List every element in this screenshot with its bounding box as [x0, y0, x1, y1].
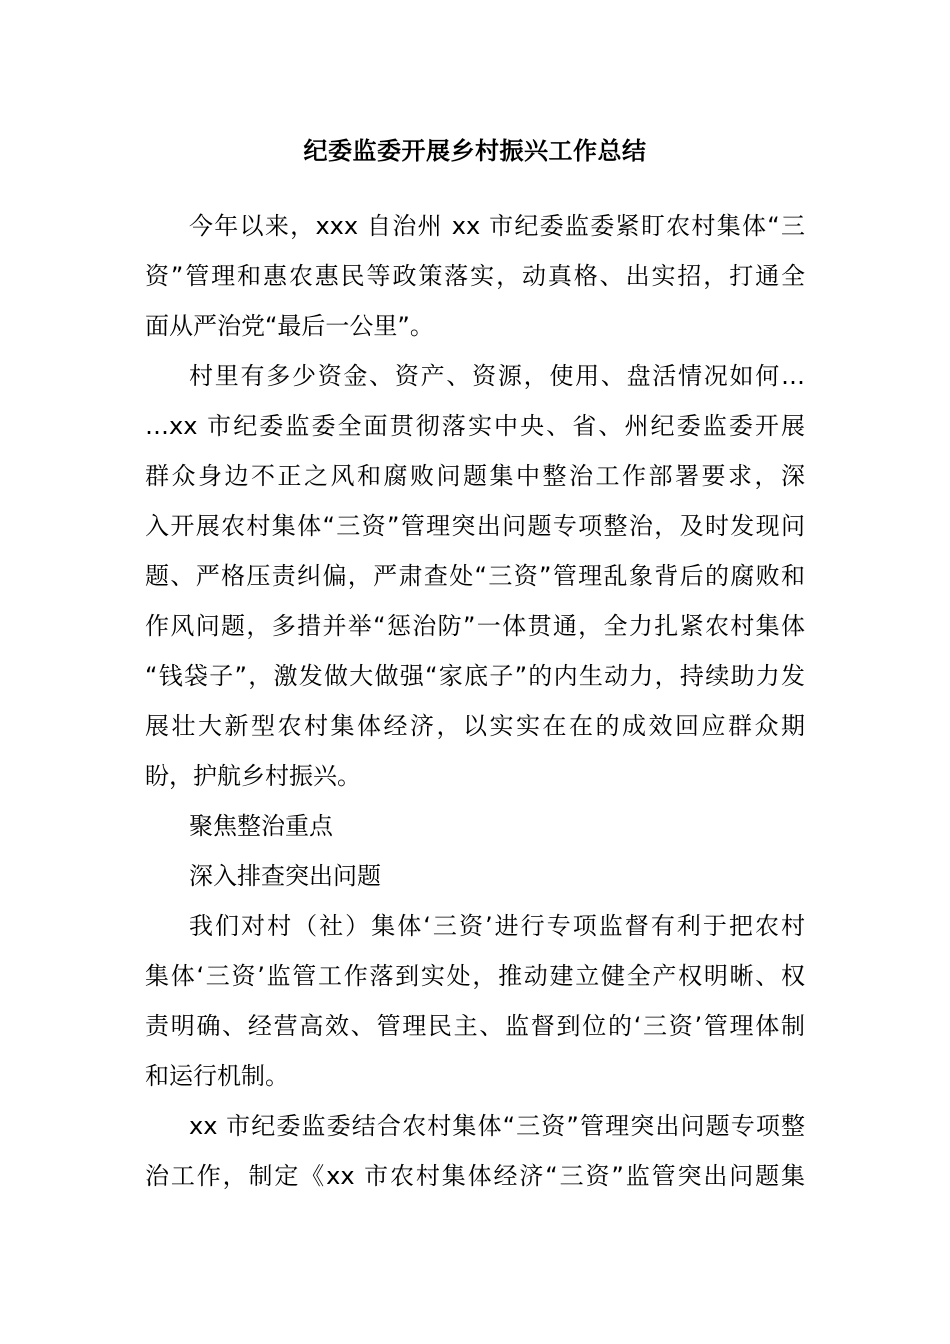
section-heading-line: 深入排查突出问题 — [189, 862, 381, 890]
paragraph-line: 责明确、经营高效、管理民主、监督到位的‘三资’管理体制 — [145, 1012, 805, 1040]
paragraph-line: 展壮大新型农村集体经济，以实实在在的成效回应群众期 — [145, 712, 805, 740]
paragraph-2 — [145, 351, 805, 801]
paragraph-3 — [145, 901, 805, 1101]
paragraph-line: 集体‘三资’监管工作落到实处，推动建立健全产权明晰、权 — [145, 962, 805, 990]
paragraph-line: 治工作，制定《xx 市农村集体经济“三资”监管突出问题集 — [145, 1162, 805, 1190]
paragraph-line: …xx 市纪委监委全面贯彻落实中央、省、州纪委监委开展 — [145, 412, 805, 440]
paragraph-line: 村里有多少资金、资产、资源，使用、盘活情况如何… — [189, 362, 805, 390]
paragraph-line: 群众身边不正之风和腐败问题集中整治工作部署要求，深 — [145, 462, 805, 490]
paragraph-line: 和运行机制。 — [145, 1062, 289, 1090]
paragraph-4 — [145, 1101, 805, 1201]
paragraph-line: 作风问题，多措并举“惩治防”一体贯通，全力扎紧农村集体 — [145, 612, 805, 640]
paragraph-line: 入开展农村集体“三资”管理突出问题专项整治，及时发现问 — [145, 512, 805, 540]
paragraph-line: 题、严格压责纠偏，严肃查处“三资”管理乱象背后的腐败和 — [145, 562, 805, 590]
paragraph-line: 面从严治党“最后一公里”。 — [145, 312, 434, 340]
paragraph-line: “钱袋子”，激发做大做强“家底子”的内生动力，持续助力发 — [145, 662, 805, 690]
paragraph-line: 盼，护航乡村振兴。 — [145, 762, 361, 790]
paragraph-line: 今年以来，xxx 自治州 xx 市纪委监委紧盯农村集体“三 — [189, 212, 805, 240]
paragraph-line: 我们对村（社）集体‘三资’进行专项监督有利于把农村 — [189, 912, 805, 940]
document-title: 纪委监委开展乡村振兴工作总结 — [303, 137, 647, 165]
section-heading-2 — [145, 851, 805, 901]
section-heading-1 — [145, 801, 805, 851]
paragraph-line: 资”管理和惠农惠民等政策落实，动真格、出实招，打通全 — [145, 262, 805, 290]
document-body — [145, 201, 805, 1201]
paragraph-line: xx 市纪委监委结合农村集体“三资”管理突出问题专项整 — [189, 1112, 805, 1140]
section-heading-line: 聚焦整治重点 — [189, 812, 333, 840]
paragraph-1 — [145, 201, 805, 351]
